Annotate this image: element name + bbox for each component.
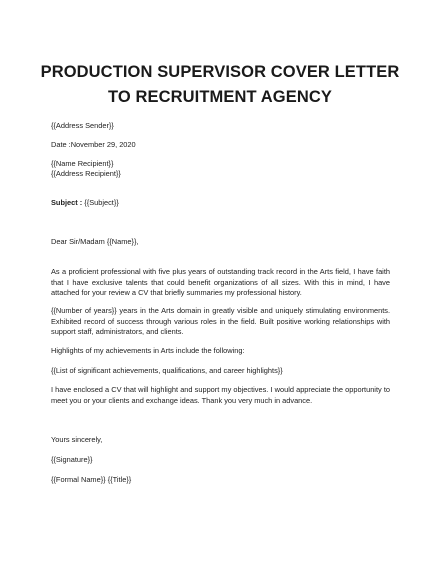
paragraph-highlights-intro: Highlights of my achievements in Arts include the following: — [51, 346, 245, 355]
subject-value: {{Subject}} — [82, 198, 119, 207]
document-title — [40, 60, 400, 110]
title-line-2: TO RECRUITMENT AGENCY — [108, 88, 332, 106]
address-recipient: {{Address Recipient}} — [51, 169, 121, 178]
subject-label: Subject : — [51, 198, 83, 207]
paragraph-closing: I have enclosed a CV that will highlight and support my objectives. I would appreciate the opportunity to meet you or your clients and exchange ideas. Thank you very much in advance. — [51, 385, 390, 405]
paragraph-achievements: {{List of significant achievements, qualifications, and career highlights}} — [51, 366, 283, 375]
paragraph-experience: {{Number of years}} years in the Arts domain in greatly visible and uniquely stimulating environments. Exhibited record of success through various roles in the field. Built positive working relationships with support staff, administrators, and clients. — [51, 306, 390, 336]
subject-line — [51, 198, 390, 208]
date-line: Date :November 29, 2020 — [51, 140, 136, 149]
title-line-1: PRODUCTION SUPERVISOR COVER LETTER — [40, 63, 400, 81]
closing: Yours sincerely, — [51, 435, 103, 444]
formal-name: {{Formal Name}} {{Title}} — [51, 475, 132, 484]
address-sender: {{Address Sender}} — [51, 121, 114, 130]
name-recipient: {{Name Recipient}} — [51, 159, 114, 168]
salutation: Dear Sir/Madam {{Name}}, — [51, 237, 139, 246]
signature: {{Signature}} — [51, 455, 93, 464]
paragraph-intro: As a proficient professional with five plus years of outstanding track record in the Arts field, I have faith that I have exclusive talents that could benefit organizations of all sizes. With this in mind, I have attached for your review a CV that briefly summaries my professional history. — [51, 267, 390, 297]
